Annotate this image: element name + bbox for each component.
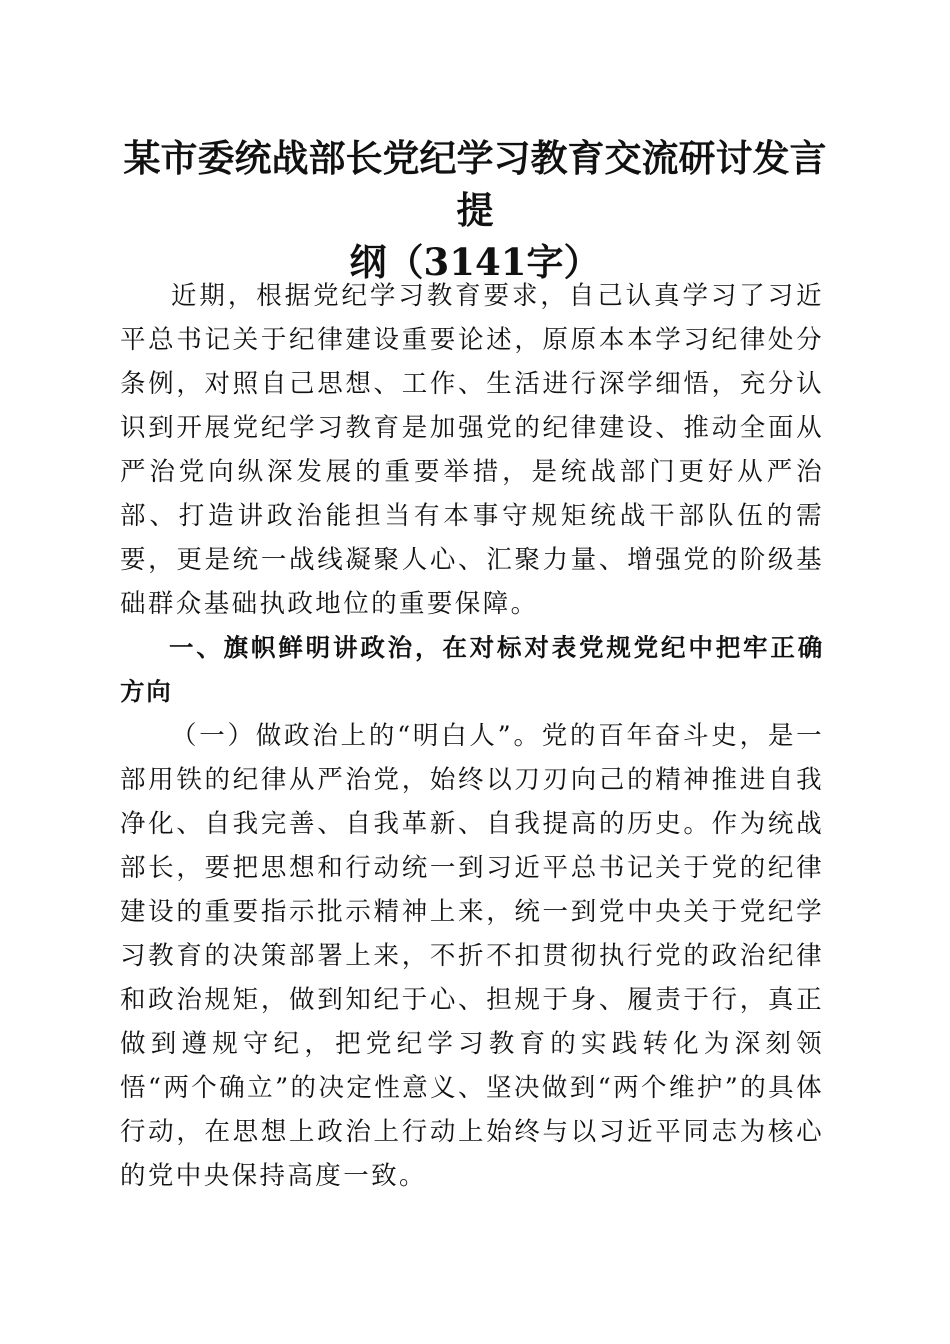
document-body xyxy=(120,274,824,1198)
title-line-2: 纲（3141字） xyxy=(349,240,601,284)
section-1-heading: 一、旗帜鲜明讲政治，在对标对表党规党纪中把牢正确方向 xyxy=(120,633,824,706)
document-title xyxy=(118,132,832,288)
intro-paragraph: 近期，根据党纪学习教育要求，自己认真学习了习近平总书记关于纪律建设重要论述，原原本本学习纪律处分条例，对照自己思想、工作、生活进行深学细悟，充分认识到开展党纪学习教育是加强党的纪律建设、推动全面从严治党向纵深发展的重要举措，是统战部门更好从严治部、打造讲政治能担当有本事守规矩统战干部队伍的需要，更是统一战线凝聚人心、汇聚力量、增强党的阶级基础群众基础执政地位的重要保障。 xyxy=(120,281,824,619)
section-1-paragraph-1: （一）做政治上的“明白人”。党的百年奋斗史，是一部用铁的纪律从严治党，始终以刀刃向己的精神推进自我净化、自我完善、自我革新、自我提高的历史。作为统战部长，要把思想和行动统一到习近平总书记关于党的纪律建设的重要指示批示精神上来，统一到党中央关于党纪学习教育的决策部署上来，不折不扣贯彻执行党的政治纪律和政治规矩，做到知纪于心、担规于身、履责于行，真正做到遵规守纪，把党纪学习教育的实践转化为深刻领悟“两个确立”的决定性意义、坚决做到“两个维护”的具体行动，在思想上政治上行动上始终与以习近平同志为核心的党中央保持高度一致。 xyxy=(120,721,824,1191)
title-line-1: 某市委统战部长党纪学习教育交流研讨发言提 xyxy=(123,136,827,232)
